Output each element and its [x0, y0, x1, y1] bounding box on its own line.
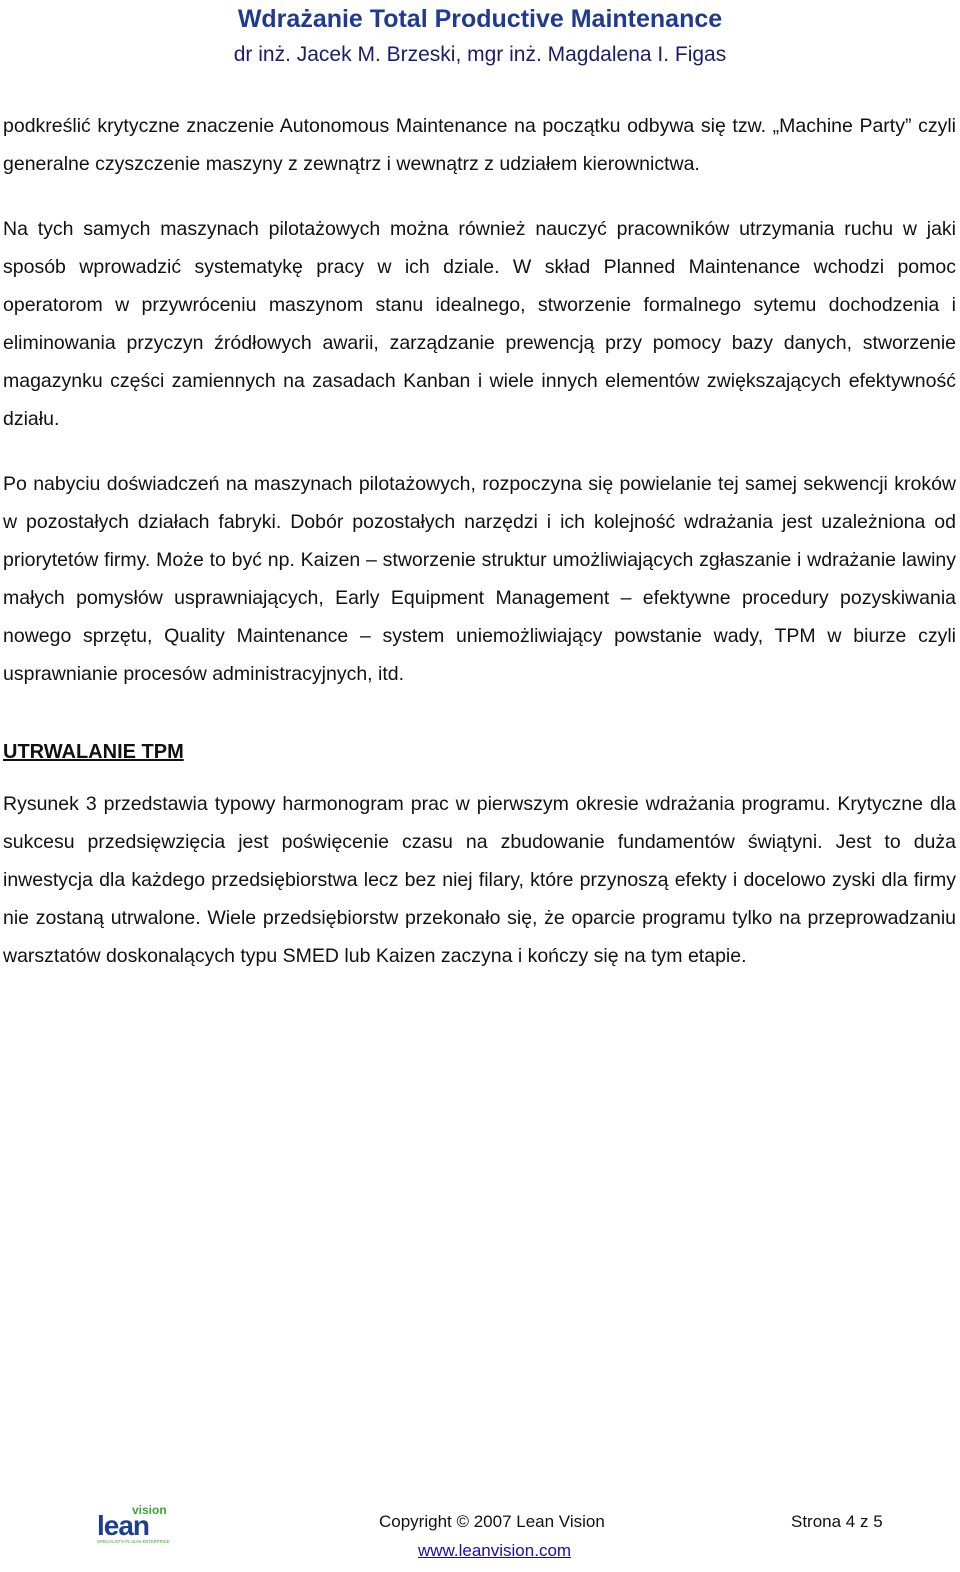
paragraph-rollout: Po nabyciu doświadczeń na maszynach pilotażowych, rozpoczyna się powielanie tej samej sekwencji kroków w pozostałych działach fabryki. Dobór pozostałych narzędzi i ich kolejność wdrażania jest uzależniona od priorytetów firmy. Może to być np. Kaizen – stworzenie struktur umożliwiających zgłaszanie i wdrażanie lawiny małych pomysłów usprawniających, Early Equipment Management – efektywne procedury pozyskiwania nowego sprzętu, Quality Maintenance – system uniemożliwiający powstanie wady, TPM w biurze czyli usprawnianie procesów administracyjnych, itd.: [3, 473, 956, 685]
logo-main-text: lean: [97, 1510, 150, 1541]
paragraph-machine-party: podkreślić krytyczne znaczenie Autonomous Maintenance na początku odbywa się tzw. „Machine Party” czyli generalne czyszczenie maszyny z zewnątrz i wewnątrz z udziałem kierownictwa.: [3, 115, 956, 175]
page-footer: [0, 1498, 960, 1572]
document-authors: dr inż. Jacek M. Brzeski, mgr inż. Magdalena I. Figas: [233, 43, 727, 66]
lean-vision-logo: [96, 1502, 180, 1544]
lean-vision-logo-graphic: [96, 1502, 180, 1544]
copyright-notice: Copyright © 2007 Lean Vision: [379, 1512, 605, 1531]
document-header: [0, 2, 960, 70]
document-body: [3, 107, 956, 975]
paragraph-planned-maintenance: Na tych samych maszynach pilotażowych można również nauczyć pracowników utrzymania ruchu w jaki sposób wprowadzić systematykę pracy w ich dziale. W skład Planned Maintenance wchodzi pomoc operatorom w przywróceniu maszynom stanu idealnego, stworzenie formalnego sytemu dochodzenia i eliminowania przyczyn źródłowych awarii, zarządzanie prewencją przy pomocy bazy danych, stworzenie magazynku części zamiennych na zasadach Kanban i wiele innych elementów zwiększających efektywność działu.: [3, 218, 956, 430]
section-heading: UTRWALANIE TPM: [3, 741, 184, 763]
document-title: Wdrażanie Total Productive Maintenance: [237, 5, 723, 33]
website-link[interactable]: www.leanvision.com: [418, 1541, 572, 1560]
logo-tagline: SPECIALISTS IN LEAN ENTERPRISE: [97, 1539, 170, 1544]
paragraph-sustaining-tpm: Rysunek 3 przedstawia typowy harmonogram prac w pierwszym okresie wdrażania programu. Krytyczne dla sukcesu przedsięwzięcia jest poświęcenie czasu na zbudowanie fundamentów świątyni. Jest to duża inwestycja dla każdego przedsiębiorstwa lecz bez niej filary, które przynoszą efekty i docelowo zyski dla firmy nie zostaną utrwalone. Wiele przedsiębiorstw przekonało się, że oparcie programu tylko na przeprowadzaniu warsztatów doskonalących typu SMED lub Kaizen zaczyna i kończy się na tym etapie.: [3, 793, 956, 967]
page-number: Strona 4 z 5: [791, 1512, 883, 1531]
logo-top-text: vision: [132, 1503, 167, 1517]
